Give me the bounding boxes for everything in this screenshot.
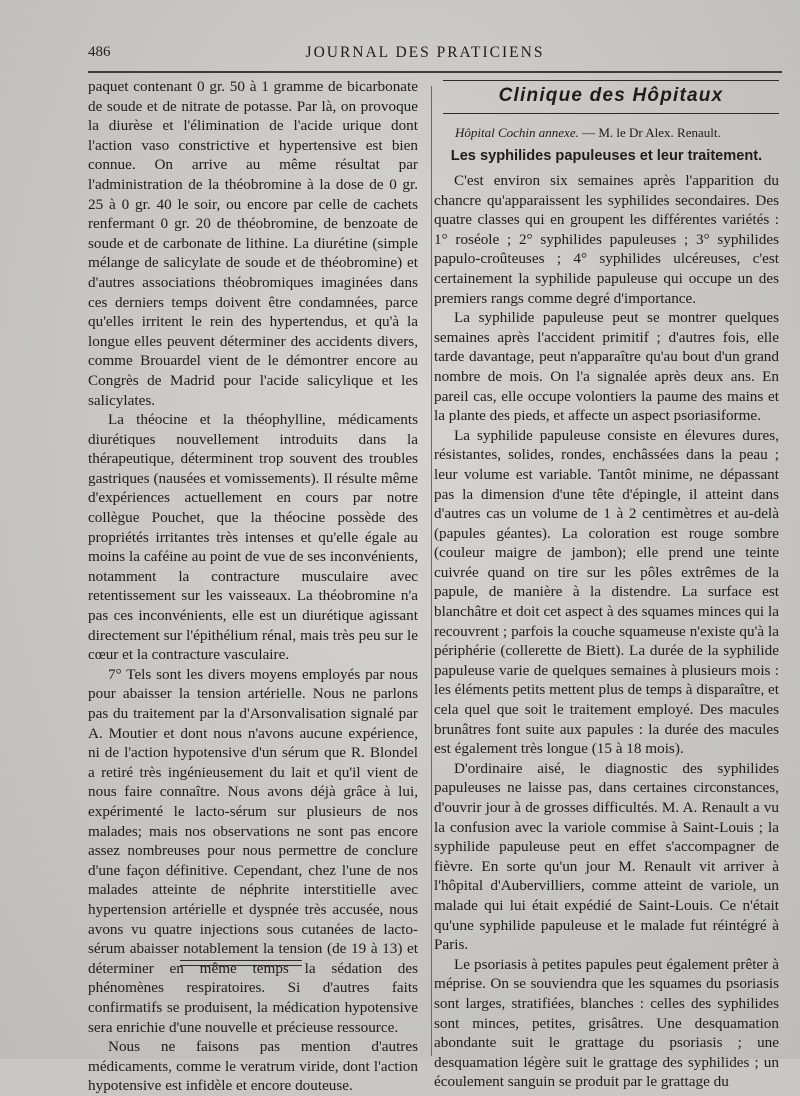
right-column [434, 171, 779, 1092]
left-paragraph-3: 7° Tels sont les divers moyens employés par nous pour abaisser la tension artérielle. Nous ne parlons pas du traitement par la d'Arsonvalisation signalé par A. Moutier et dont nous n'avons aucune expérience, ni de l'action hypotensive d'un sérum que R. Blondel a retiré très ingénieusement du lait et qu'il vient de nous faire connaître. Nous avons déjà grâce à lui, expérimenté le lacto-sérum sur plusieurs de nos malades; mais nos observations ne sont pas encore assez nombreuses pour nous permettre de conclure d'une façon définitive. Cependant, chez l'une de nos malades atteinte de néphrite interstitielle avec hypertension artérielle et dyspnée très accusée, nous avons vu quatre injections sous cutanées de lacto-sérum abaisser notablement la tension (de 19 à 13) et déterminer en même temps la sédation des phénomènes respiratoires. Si d'autres faits confirmatifs se produisent, la médication hypotensive sera enrichie d'une nouvelle et précieuse ressource. [88, 665, 418, 1036]
right-paragraph-1: C'est environ six semaines après l'apparition du chancre qu'apparaissent les syphilides secondaires. Des quatre classes qui en groupent les différentes variétés : 1° roséole ; 2° syphilides papuleuses ; 3° syphilides papulo-croûteuses ; 4° syphilides ulcéreuses, c'est certainement la syphilide papuleuse qui occupe un des premiers rangs comme degré d'importance. [434, 172, 779, 307]
running-title: JOURNAL DES PRATICIENS [305, 44, 545, 61]
byline-author: — M. le Dr Alex. Renault. [582, 125, 721, 140]
left-column [88, 77, 418, 1096]
left-paragraph-1: paquet contenant 0 gr. 50 à 1 gramme de bicarbonate de soude et de nitrate de potasse. Par là, on provoque la diurèse et l'élimination de l'acide urique dont l'action vaso constrictive et hypertensive est bien connue. On arrive au même résultat par l'administration de la théobromine à la dose de 0 gr. 25 à 0 gr. 40 le soir, ou encore par celle de cachets renfermant 0 gr. 20 de théobromine, de benzoate de soude et de carbonate de lithine. La diurétine (simple mélange de salicylate de soude et de théobromine) et d'autres associations théobromiques imaginées dans ces derniers temps doivent être condamnées, parce qu'elles irritent le rein des hypertendus, et qu'à la longue elles peuvent déterminer des accidents divers, comme Brouardel vient de le démontrer encore au Congrès de Madrid pour l'acide salicylique et les salicylates. [88, 78, 418, 409]
left-paragraph-2: La théocine et la théophylline, médicaments diurétiques nouvellement introduits dans la thérapeutique, déterminent trop souvent des troubles gastriques (nausées et vomissements). Il résulte même d'expériences actuellement en cours par notre collègue Pouchet, que la théocine possède des propriétés irritantes très intenses et qu'elle égale au moins la caféine au point de vue de ses inconvénients, notamment la contracture musculaire avec retentissement sur les vaisseaux. La théobromine n'a pas ces inconvénients, elle est un diurétique agissant directement sur l'épithélium rénal, mais très peu sur le cœur et la contracture vasculaire. [88, 411, 418, 664]
left-paragraph-4: Nous ne faisons pas mention d'autres médicaments, comme le veratrum viride, dont l'action hypotensive est infidèle et encore douteuse. [88, 1038, 418, 1095]
byline [455, 125, 779, 141]
page-number: 486 [88, 44, 111, 60]
section-title: Clinique des Hôpitaux [498, 85, 724, 106]
byline-hospital: Hôpital Cochin annexe. [455, 125, 579, 140]
column-divider [431, 86, 432, 1056]
right-paragraph-5: Le psoriasis à petites papules peut également prêter à méprise. On se souviendra que les squames du psoriasis sont larges, stratifiées, blanches : celles des syphilides sont minces, petites, grisâtres. Une desquamation abondante suit le grattage du psoriasis ; une desquamation légère suit le grattage des syphilides ; un écoulement sanguin se produit par le grattage du [434, 955, 779, 1091]
right-paragraph-4: D'ordinaire aisé, le diagnostic des syphilides papuleuses ne laisse pas, dans certaines circonstances, d'ouvrir jour à de grosses difficultés. M. A. Renault a vu la confusion avec la variole commise à Saint-Louis ; la syphilide papuleuse peut en effet s'accompagner de fièvre. En sorte qu'un jour M. Renault vit arriver à l'hôpital d'Aubervilliers, comme atteint de variole, un malade qui lui était expédié de Saint-Louis. Ce n'était qu'une syphilide papuleuse et le malade fut réintégré à Paris. [434, 759, 779, 954]
right-paragraph-2: La syphilide papuleuse peut se montrer quelques semaines après l'accident primitif ; d'autres fois, elle tarde davantage, peut n'apparaître qu'au bout d'un grand nombre de mois. On l'a signalée après deux ans. En pareil cas, elle occupe volontiers la paume des mains et la plante des pieds, et affecte un aspect psoriasiforme. [434, 309, 779, 425]
right-paragraph-3: La syphilide papuleuse consiste en élevures dures, résistantes, solides, rondes, enchâssées dans la peau ; leur volume est variable. Tantôt minime, ne dépassant pas la dimension d'une tête d'épingle, il atteint dans d'autres cas un volume de 1 à 2 centimètres et au-delà (papules géantes). La coloration est rouge sombre (couleur maigre de jambon); elle prend une teinte cuivrée quand on tire sur les pôles extrêmes de la papule, de manière à la distendre. La surface est blanchâtre et doit cet aspect à des squames minces qui la recouvrent ; parfois la couche squameuse n'existe qu'à la périphérie (collerette de Biett). La durée de la syphilide papuleuse varie de quelques semaines à plusieurs mois : les éléments petits mettent plus de temps à disparaître, et cela quel que soit le traitement employé. Des macules brunâtres font suite aux papules : la durée des macules est également très longue (15 à 18 mois). [434, 426, 779, 758]
article-title: Les syphilides papuleuses et leur traitement. [450, 148, 763, 164]
header-rule [88, 71, 782, 73]
section-header-box [443, 80, 779, 114]
section-end-rule [180, 960, 302, 966]
